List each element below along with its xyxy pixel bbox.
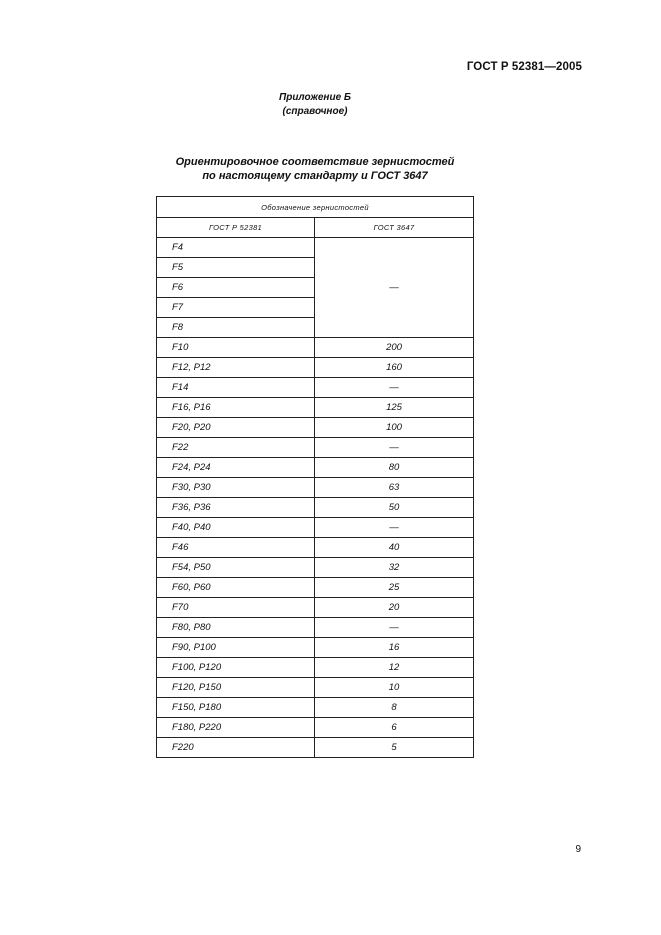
- table-row: [157, 638, 474, 658]
- table-caption-line-1: Ориентировочное соответствие зернистостей: [175, 156, 455, 168]
- cell-gost-52381: F7: [157, 298, 315, 318]
- cell-gost-3647: 80: [315, 458, 474, 478]
- table-row: [157, 558, 474, 578]
- table-row: [157, 618, 474, 638]
- table-row: [157, 658, 474, 678]
- table-row: [157, 438, 474, 458]
- cell-gost-3647: 16: [315, 638, 474, 658]
- table-row: [157, 378, 474, 398]
- cell-gost-52381: F22: [157, 438, 315, 458]
- cell-gost-52381: F20, P20: [157, 418, 315, 438]
- cell-gost-52381: F12, P12: [157, 358, 315, 378]
- cell-gost-3647: 100: [315, 418, 474, 438]
- cell-gost-3647: 63: [315, 478, 474, 498]
- cell-gost-3647: 20: [315, 598, 474, 618]
- table-caption-line-2: по настоящему стандарту и ГОСТ 3647: [202, 170, 428, 182]
- cell-gost-52381: F6: [157, 278, 315, 298]
- column-header-gost-3647: ГОСТ 3647: [315, 218, 474, 238]
- table-row: [157, 718, 474, 738]
- appendix-heading: [0, 91, 630, 119]
- table-row: [157, 578, 474, 598]
- table-row: [157, 338, 474, 358]
- cell-gost-3647: 12: [315, 658, 474, 678]
- table-row: [157, 598, 474, 618]
- column-header-gost-52381: ГОСТ Р 52381: [157, 218, 315, 238]
- cell-gost-52381: F8: [157, 318, 315, 338]
- cell-gost-52381: F24, P24: [157, 458, 315, 478]
- cell-gost-3647: 32: [315, 558, 474, 578]
- cell-gost-52381: F10: [157, 338, 315, 358]
- cell-gost-3647: 10: [315, 678, 474, 698]
- table-row: [157, 238, 474, 258]
- cell-gost-52381: F30, P30: [157, 478, 315, 498]
- cell-gost-52381: F14: [157, 378, 315, 398]
- cell-gost-52381: F220: [157, 738, 315, 758]
- cell-gost-52381: F100, P120: [157, 658, 315, 678]
- cell-gost-3647: 40: [315, 538, 474, 558]
- cell-gost-52381: F4: [157, 238, 315, 258]
- cell-gost-52381: F46: [157, 538, 315, 558]
- table-row: [157, 698, 474, 718]
- table-row: [157, 458, 474, 478]
- table-row: [157, 518, 474, 538]
- table-caption: [0, 155, 630, 183]
- document-standard-header: ГОСТ Р 52381—2005: [466, 61, 582, 73]
- cell-gost-52381: F90, P100: [157, 638, 315, 658]
- table-row: [157, 678, 474, 698]
- table-row: [157, 358, 474, 378]
- page-number: 9: [575, 844, 581, 855]
- table-row: [157, 418, 474, 438]
- cell-gost-3647: 160: [315, 358, 474, 378]
- cell-gost-3647: —: [315, 438, 474, 458]
- table-row: [157, 498, 474, 518]
- cell-gost-3647: 50: [315, 498, 474, 518]
- cell-gost-52381: F16, P16: [157, 398, 315, 418]
- cell-gost-52381: F120, P150: [157, 678, 315, 698]
- cell-gost-52381: F150, P180: [157, 698, 315, 718]
- group-header-cell: Обозначение зернистостей: [157, 197, 474, 218]
- table-column-header-row: [157, 218, 474, 238]
- table-row: [157, 398, 474, 418]
- cell-gost-3647: 125: [315, 398, 474, 418]
- appendix-status: (справочное): [282, 106, 348, 117]
- table-row: [157, 738, 474, 758]
- cell-gost-52381: F60, P60: [157, 578, 315, 598]
- appendix-title: Приложение Б: [279, 92, 351, 103]
- table-group-header-row: [157, 197, 474, 218]
- cell-gost-52381: F40, P40: [157, 518, 315, 538]
- cell-gost-52381: F5: [157, 258, 315, 278]
- cell-gost-3647-merged: —: [315, 238, 474, 338]
- grit-correspondence-table: [156, 196, 474, 758]
- table-body: [157, 238, 474, 758]
- cell-gost-52381: F54, P50: [157, 558, 315, 578]
- cell-gost-3647: —: [315, 618, 474, 638]
- cell-gost-52381: F70: [157, 598, 315, 618]
- cell-gost-3647: 5: [315, 738, 474, 758]
- cell-gost-52381: F80, P80: [157, 618, 315, 638]
- cell-gost-52381: F180, P220: [157, 718, 315, 738]
- cell-gost-3647: —: [315, 518, 474, 538]
- cell-gost-3647: —: [315, 378, 474, 398]
- table-row: [157, 538, 474, 558]
- cell-gost-52381: F36, P36: [157, 498, 315, 518]
- cell-gost-3647: 8: [315, 698, 474, 718]
- table-row: [157, 478, 474, 498]
- cell-gost-3647: 25: [315, 578, 474, 598]
- cell-gost-3647: 6: [315, 718, 474, 738]
- cell-gost-3647: 200: [315, 338, 474, 358]
